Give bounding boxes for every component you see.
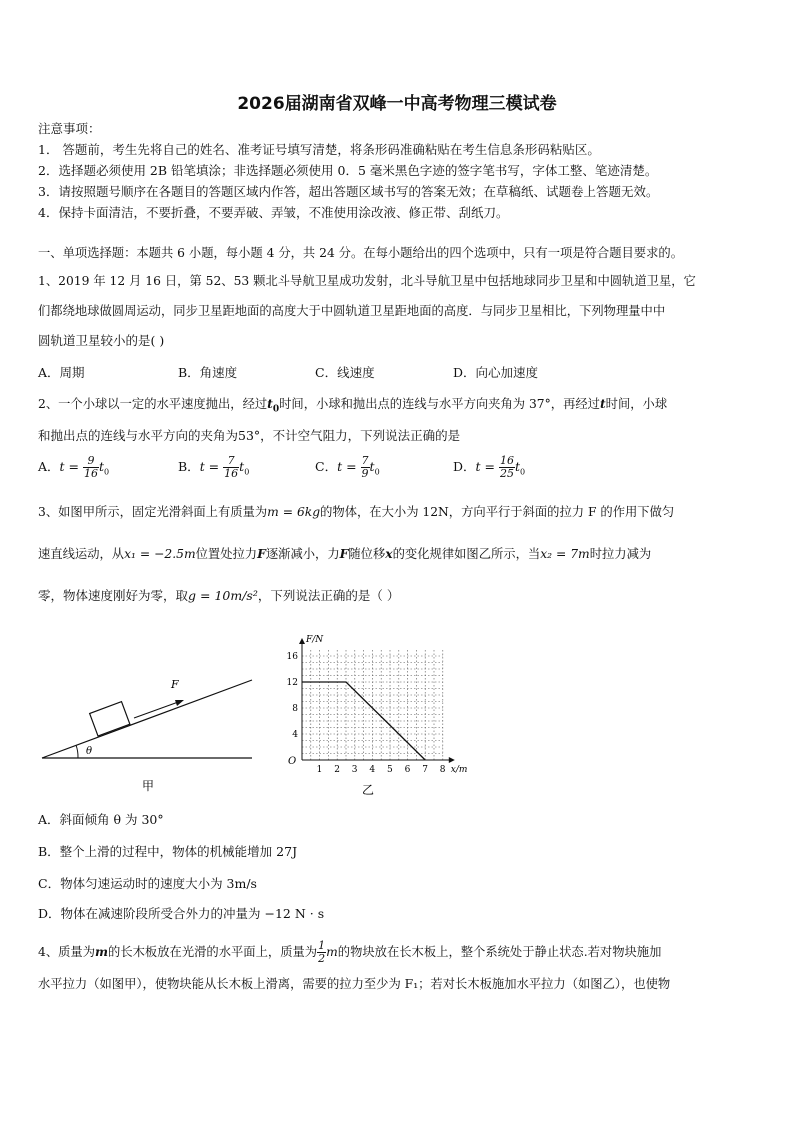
- chart-grid: [302, 650, 443, 761]
- x-tick-label: 1: [316, 765, 323, 775]
- q2-option-b: B．t = $\frac{7}{16}$ $t_0$: [178, 454, 250, 480]
- fig-jia-caption: 甲: [142, 779, 155, 793]
- q3-option-a: A．斜面倾角 θ 为 30°: [38, 812, 164, 827]
- q3-var: F: [339, 546, 349, 561]
- block: [90, 702, 130, 736]
- q3-text: 随位移: [348, 547, 386, 561]
- q4-line-1: [38, 940, 661, 965]
- y-tick-label: 16: [286, 652, 298, 662]
- q3-option-d: D．物体在减速阶段所受合外力的冲量为 −12 N · s: [38, 906, 325, 921]
- x-tick-label: 4: [369, 765, 376, 775]
- q4-line-2: 水平拉力（如图甲），使物块能从长木板上滑离，需要的拉力至少为 F₁；若对长木板施加水平拉力（如图乙），也使物: [38, 977, 671, 991]
- option-label: B．: [178, 459, 200, 474]
- q2-text: 2、一个小球以一定的水平速度抛出，经过: [38, 397, 268, 411]
- q1-option-b: B．角速度: [178, 365, 238, 380]
- y-tick-label: 8: [292, 704, 298, 714]
- theta-label: θ: [86, 746, 93, 757]
- fraction: [361, 455, 370, 480]
- option-label: D．: [453, 459, 476, 474]
- q2-option-a: A．t = $\frac{9}{16}$ $t_0$: [38, 454, 110, 480]
- t-eq: t =: [337, 459, 357, 474]
- q4-var: m: [95, 944, 109, 959]
- frac-den: 16: [224, 467, 239, 480]
- q1-option-d: D．向心加速度: [453, 365, 539, 380]
- frac-num: 16: [500, 454, 514, 467]
- q3-var: F: [257, 546, 266, 561]
- fraction: [317, 940, 326, 965]
- q2-text: 时间，小球和抛出点的连线与水平方向夹角为 37°，再经过: [279, 397, 600, 411]
- x-tick-label: 3: [351, 765, 358, 775]
- q2-option-c: C．t = $\frac{7}{9}$ $t_0$: [315, 454, 380, 480]
- x-tick-label: 2: [334, 765, 340, 775]
- q3-text: 位置处拉力: [195, 547, 258, 561]
- q3-g: g = 10m/s²: [188, 588, 258, 603]
- fig-yi-caption: 乙: [362, 783, 375, 797]
- fraction: [223, 455, 239, 480]
- frac-den: 9: [361, 467, 369, 480]
- fraction: [83, 455, 99, 480]
- q3-option-b: B．整个上滑的过程中，物体的机械能增加 27J: [38, 844, 298, 859]
- option-label: A．: [38, 459, 60, 474]
- force-arrow-head: [175, 700, 184, 706]
- x-axis-arrow: [449, 757, 455, 763]
- q3-text: 逐渐减小，力: [265, 547, 340, 561]
- frac-den: 2: [318, 952, 326, 965]
- t-eq: t =: [475, 459, 496, 474]
- q3-option-c: C．物体匀速运动时的速度大小为 3m/s: [38, 876, 257, 891]
- notice-item: 3．请按照题号顺序在各题目的答题区域内作答，超出答题区域书写的答案无效；在草稿纸、试题卷上答题无效。: [38, 184, 659, 199]
- q4-var: m: [326, 945, 338, 959]
- t0: t: [369, 459, 375, 474]
- section-heading: 一、单项选择题：本题共 6 小题，每小题 4 分，共 24 分。在每小题给出的四个选项中，只有一项是符合题目要求的。: [38, 246, 683, 260]
- y-axis-label: F/N: [306, 635, 324, 645]
- q3-x2: x₂ = 7m: [540, 547, 590, 561]
- q2-var: t: [599, 396, 606, 411]
- frac-den: 16: [84, 467, 98, 480]
- q2-option-d: D．t = $\frac{16}{25}$ $t_0$: [453, 454, 526, 480]
- notice-heading: 注意事项：: [38, 121, 101, 136]
- q3-text: 时拉力减为: [589, 547, 652, 561]
- q3-text: ，下列说法正确的是（ ）: [257, 588, 400, 603]
- q2-line-1: 2、一个小球以一定的水平速度抛出，经过$t_0$时间，小球和抛出点的连线与水平方向夹角为 37°，再经过t时间，小球: [38, 396, 668, 415]
- t0: t: [239, 459, 245, 474]
- frac-num: 7: [361, 454, 369, 467]
- t0: t: [515, 459, 521, 474]
- notice-item: 4．保持卡面清洁，不要折叠，不要弄破、弄皱，不准使用涂改液、修正带、刮纸刀。: [38, 205, 509, 220]
- fraction: [499, 455, 515, 480]
- q4-text: 的长木板放在光滑的水平面上，质量为: [108, 945, 318, 959]
- angle-arc: [76, 745, 78, 758]
- y-tick-label: 4: [292, 730, 298, 740]
- force-displacement-chart: [280, 622, 510, 802]
- q3-text: 的物体，在大小为 12N，方向平行于斜面的拉力 F 的作用下做匀: [320, 505, 675, 519]
- q3-text: 的变化规律如图乙所示，当: [392, 547, 541, 561]
- q2-var: t: [267, 396, 273, 411]
- x-tick-label: 7: [422, 765, 428, 775]
- q3-text: 3、如图甲所示，固定光滑斜面上有质量为: [38, 505, 268, 519]
- q1-option-c: C．线速度: [315, 365, 375, 380]
- notice-item: 1． 答题前，考生先将自己的姓名、准考证号填写清楚，将条形码准确粘贴在考生信息条形码粘贴区。: [38, 142, 600, 157]
- q2-text: 时间，小球: [605, 397, 668, 411]
- q3-text: 速直线运动，从: [38, 547, 125, 561]
- origin-label: O: [288, 756, 297, 767]
- x-tick-label: 5: [387, 765, 393, 775]
- frac-num: 1: [318, 939, 326, 952]
- t-eq: t =: [199, 459, 220, 474]
- t0: t: [99, 459, 105, 474]
- frac-num: 9: [83, 455, 99, 468]
- x-tick-label: 8: [439, 765, 446, 775]
- q4-text: 的物块放在长木板上，整个系统处于静止状态.若对物块施加: [337, 945, 662, 959]
- t-eq: t =: [59, 459, 80, 474]
- q1-line: 1、2019 年 12 月 16 日，第 52、53 颗北斗导航卫星成功发射，北斗导航卫星中包括地球同步卫星和中圆轨道卫星，它: [38, 274, 696, 288]
- q3-text: 零，物体速度刚好为零，取: [38, 588, 189, 603]
- notice-item: 2．选择题必须使用 2B 铅笔填涂；非选择题必须使用 0．5 毫米黑色字迹的签字笔书写，字体工整、笔迹清楚。: [38, 163, 658, 178]
- q3-line-3: [38, 588, 399, 604]
- q2-line-2: 和抛出点的连线与水平方向的夹角为53°，不计空气阻力，下列说法正确的是: [38, 428, 461, 443]
- q3-var: x: [385, 546, 393, 561]
- q3-line-2: [38, 546, 651, 562]
- q1-line: 圆轨道卫星较小的是( ): [38, 333, 165, 348]
- y-axis-arrow: [299, 638, 305, 644]
- q4-text: 4、质量为: [38, 945, 96, 959]
- q3-line-1: [38, 504, 674, 520]
- q3-x1: x₁ = −2.5m: [124, 547, 196, 561]
- frac-den: 25: [500, 467, 514, 480]
- page-title: 2026届湖南省双峰一中高考物理三模试卷: [237, 94, 557, 114]
- force-label: F: [171, 678, 179, 691]
- frac-num: 7: [223, 455, 239, 468]
- q1-option-a: A．周期: [38, 365, 85, 380]
- option-label: C．: [315, 459, 338, 474]
- incline-line: [42, 680, 252, 758]
- q3-mass: m = 6kg: [267, 505, 321, 519]
- x-axis-label: x/m: [450, 765, 468, 775]
- q1-line: 们都绕地球做圆周运动，同步卫星距地面的高度大于中圆轨道卫星距地面的高度．与同步卫星相比，下列物理量中中: [38, 304, 666, 318]
- y-tick-label: 12: [286, 678, 298, 688]
- x-tick-label: 6: [404, 765, 411, 775]
- incline-figure: [38, 670, 260, 795]
